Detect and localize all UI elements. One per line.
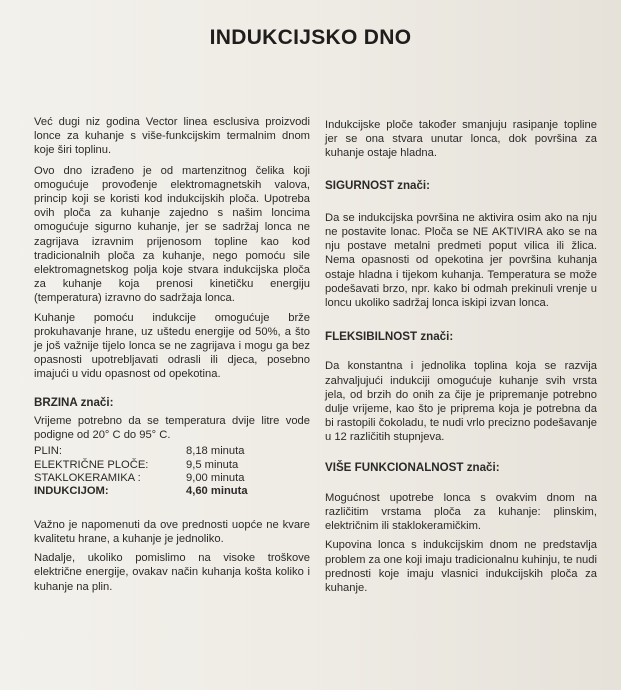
heat-loss-paragraph: Indukcijske ploče također smanjuju rasipanje topline jer se ona stvara unutar lonca, dok površina za kuhanje ostaje hladna. [325, 119, 597, 160]
funkcionalnost-heading: VIŠE FUNKCIONALNOST znači: [325, 460, 500, 474]
cost-paragraph: Nadalje, ukoliko pomislimo na visoke troškove električne energije, ovakav način kuhanja košta koliko i kuhanje na plin. [34, 552, 310, 593]
steel-paragraph: Ovo dno izrađeno je od martenzitnog čelika koji omogućuje provođenje elektromagnetskih valova, princip koji se koristi kod indukcijskih ploča. Upotreba ovih ploča za kuhanje zajedno s našim loncima omogućuje sigurno kuhanje, jer se sadržaj lonca ne zagrijava izravnim prijenosom topline kao kod tradicionalnih ploča za kuhanje, nego pomoću sile elektromagnetskog polja koje stvara indukcijska ploča za kuhanje koja prenosi kinetičku energiju (temperatura) izravno do sadržaja lonca. [34, 164, 310, 305]
page-title: INDUKCIJSKO DNO [209, 26, 412, 49]
left-column [34, 115, 310, 599]
time-value: 9,5 minuta [186, 458, 239, 471]
time-value: 8,18 minuta [186, 445, 245, 458]
time-value: 9,00 minuta [186, 472, 245, 485]
sigurnost-text: Da se indukcijska površina ne aktivira osim ako na nju ne postavite lonac. Ploča se NE AKTIVIRA ako se na nju postave metalni predmeti poput vilica ili žlica. Nema opasnosti od opekotina jer površina kuhanja ostaje hladna i tijekom kuhanja. Temperatura se može podešavati brzo, npr. kako bi odmah prekinuli vrenje u loncu ukoliko sadržaj lonca iskipi izvan lonca. [325, 211, 597, 310]
time-row-electric [34, 458, 310, 471]
funkcionalnost-text-2: Kupovina lonca s indukcijskim dnom ne predstavlja problem za one koji imaju tradicionalnu kuhinju, te nudi prednosti koje imaju vlasnici indukcijskih ploča za kuhanje. [325, 539, 597, 595]
fleksibilnost-heading: FLEKSIBILNOST znači: [325, 330, 454, 344]
quality-paragraph: Važno je napomenuti da ove prednosti uopće ne kvare kvalitetu hrane, a kuhanje je jednoliko. [34, 518, 310, 546]
times-table [34, 444, 310, 498]
right-column [325, 118, 597, 600]
time-label: ELEKTRIČNE PLOČE: [34, 458, 149, 471]
time-value: 4,60 minuta [186, 485, 248, 498]
intro-paragraph: Već dugi niz godina Vector linea esclusiva proizvodi lonce za kuhanje s više-funkcijskim termalnim dnom koje širi toplinu. [34, 116, 310, 157]
time-label: STAKLOKERAMIKA : [34, 472, 141, 485]
funkcionalnost-text-1: Mogućnost upotrebe lonca s ovakvim dnom na različitim vrstama ploča za kuhanje: plinskim, električnim ili staklokeramičkim. [325, 491, 597, 533]
time-label: PLIN: [34, 445, 62, 458]
brzina-heading: BRZINA znači: [34, 395, 114, 409]
fleksibilnost-text: Da konstantna i jednolika toplina koja se razvija zahvaljujući indukciji omogućuje kuhanje svih vrsta jela, od brzih do onih za čije je pripremanje potrebno dulje vrijeme, kao što je priprema koja je potrebna da bi rastopili čokoladu, te nudi vrlo precizno podešavanje u 12 različitih stupnjeva. [325, 360, 597, 444]
time-row-induction [34, 484, 310, 497]
brzina-text: Vrijeme potrebno da se temperatura dvije litre vode podigne od 20° C do 95° C. [34, 414, 310, 442]
time-row-gas [34, 444, 310, 457]
time-row-ceramic [34, 471, 310, 484]
sigurnost-heading: SIGURNOST znači: [325, 178, 431, 192]
time-label: INDUKCIJOM: [34, 485, 109, 498]
induction-paragraph: Kuhanje pomoću indukcije omogućuje brže prokuhavanje hrane, uz uštedu energije od 50%, a što je još važnije tijelo lonca se ne zagrijava i mogu ga bez opasnosti upotrebljavati odrasli ili djeca, posebno imajući u vidu opasnost od opekotina. [34, 311, 310, 381]
